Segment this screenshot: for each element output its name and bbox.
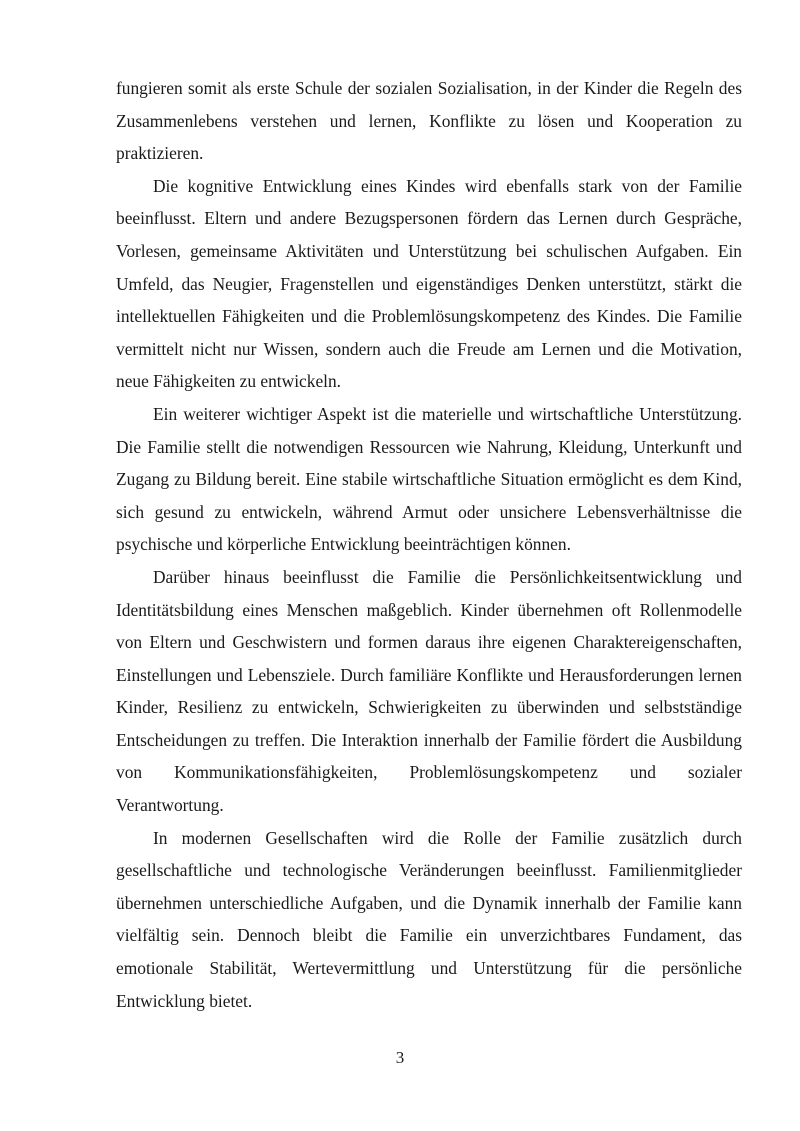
body-text (116, 72, 742, 1017)
paragraph-material-support: Ein weiterer wichtiger Aspekt ist die materielle und wirtschaftliche Unterstützung. Die Familie stellt die notwendigen Ressourcen wie Nahrung, Kleidung, Unterkunft und Zugang zu Bildung bereit. Eine stabile wirtschaftliche Situation ermöglicht es dem Kind, sich gesund zu entwickeln, während Armut oder unsichere Lebensverhältnisse die psychische und körperliche Entwicklung beeinträchtigen können. (116, 403, 742, 555)
paragraph-cognitive-development: Die kognitive Entwicklung eines Kindes wird ebenfalls stark von der Familie beeinflusst. Eltern und andere Bezugspersonen fördern das Lernen durch Gespräche, Vorlesen, gemeinsame Aktivitäten und Unterstützung bei schulischen Aufgaben. Ein Umfeld, das Neugier, Fragenstellen und eigenständiges Denken unterstützt, stärkt die intellektuellen Fähigkeiten und die Problemlösungskompetenz des Kindes. Die Familie vermittelt nicht nur Wissen, sondern auch die Freude am Lernen und die Motivation, neue Fähigkeiten zu entwickeln. (116, 175, 742, 392)
paragraph-modern-societies: In modernen Gesellschaften wird die Rolle der Familie zusätzlich durch gesellschaftliche und technologische Veränderungen beeinflusst. Familienmitglieder übernehmen unterschiedliche Aufgaben, und die Dynamik innerhalb der Familie kann vielfältig sein. Dennoch bleibt die Familie ein unverzichtbares Fundament, das emotionale Stabilität, Wertevermittlung und Unterstützung für die persönliche Entwicklung bietet. (116, 827, 742, 1011)
paragraph-personality-development: Darüber hinaus beeinflusst die Familie die Persönlichkeitsentwicklung und Identitätsbildung eines Menschen maßgeblich. Kinder übernehmen oft Rollenmodelle von Eltern und Geschwistern und formen daraus ihre eigenen Charaktereigenschaften, Einstellungen und Lebensziele. Durch familiäre Konflikte und Herausforderungen lernen Kinder, Resilienz zu entwickeln, Schwierigkeiten zu überwinden und selbstständige Entscheidungen zu treffen. Die Interaktion innerhalb der Familie fördert die Ausbildung von Kommunikationsfähigkeiten, Problemlösungskompetenz und sozialer Verantwortung. (116, 566, 742, 816)
paragraph-continuation: fungieren somit als erste Schule der sozialen Sozialisation, in der Kinder die Regeln des Zusammenlebens verstehen und lernen, Konflikte zu lösen und Kooperation zu praktizieren. (116, 78, 742, 164)
page-number: 3 (395, 1048, 405, 1067)
